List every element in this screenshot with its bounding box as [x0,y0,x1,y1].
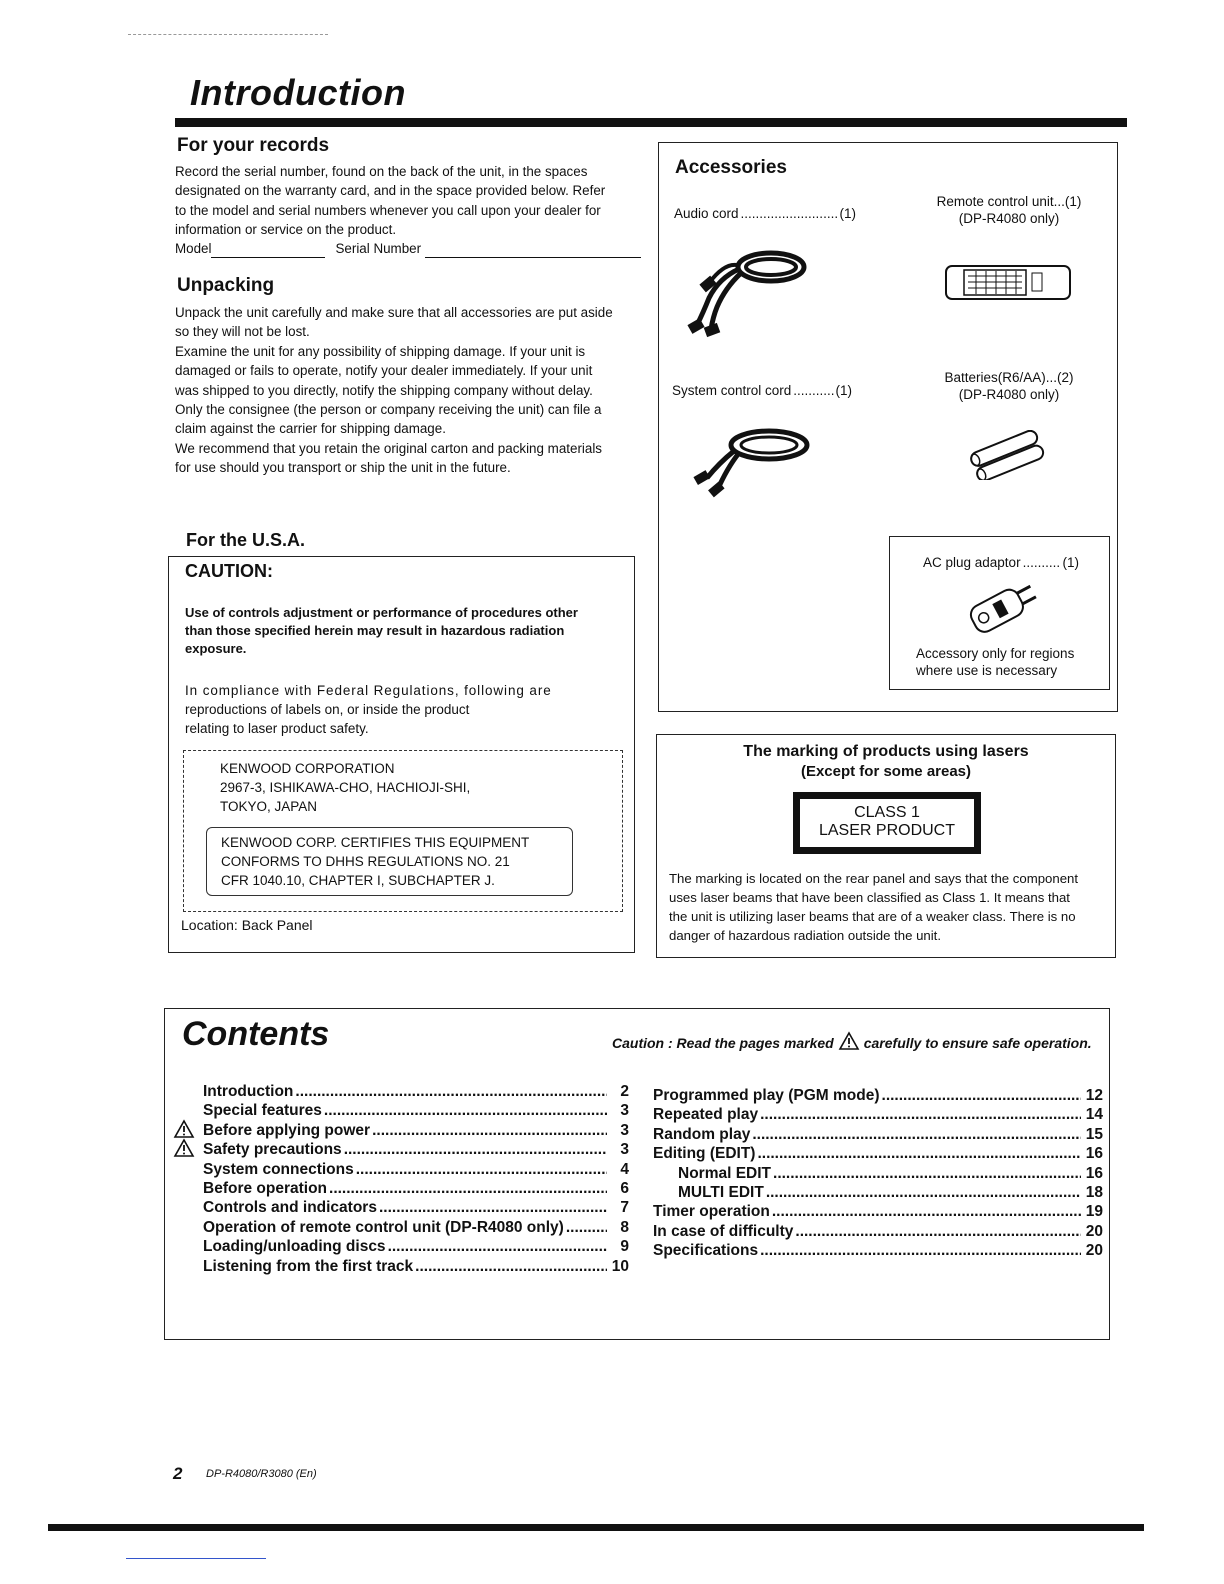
toc-item[interactable] [653,1184,1103,1203]
ac-adaptor-qty: (1) [1062,555,1079,570]
accessories-box [658,142,1118,712]
toc-page: 4 [620,1160,629,1178]
warning-line: exposure. [185,641,247,656]
warning-triangle-icon [173,1119,195,1139]
top-dashes [128,34,328,35]
class1-line: CLASS 1 [854,804,920,821]
toc-page: 16 [1085,1164,1103,1182]
toc-item[interactable] [203,1219,629,1238]
toc-page: 3 [620,1102,629,1120]
warning-line: Use of controls adjustment or performance of procedures other [185,605,578,620]
caution-warning [185,604,625,658]
class1-label-inner [800,799,974,847]
toc-page: 8 [620,1218,629,1236]
toc-label: Introduction [203,1083,294,1100]
toc-label: In case of difficulty [653,1222,794,1240]
laser-line: uses laser beams that have been classified as Class 1. It means that [669,890,1070,905]
usa-caution-box [168,556,635,953]
unpacking-line: claim against the carrier for shipping damage. [175,421,446,437]
compliance-line: reproductions of labels on, or inside the product [185,702,470,717]
remote-label: Remote control unit...(1) [936,194,1082,209]
toc-label: Specifications [653,1242,759,1260]
ac-adaptor-entry [923,555,1079,570]
toc-page: 15 [1085,1125,1103,1143]
label-company [220,759,470,816]
toc-item[interactable] [203,1180,629,1199]
toc-item[interactable] [653,1126,1103,1145]
serial-blank [425,257,641,258]
compliance-line: relating to laser product safety. [185,721,369,736]
toc-item[interactable] [203,1161,629,1180]
toc-right-column [653,1087,1103,1262]
toc-page: 3 [620,1121,629,1139]
title-rule [175,118,1127,127]
ac-note [916,645,1074,679]
system-cord-qty: (1) [835,383,852,398]
records-line: designated on the warranty card, and in the space provided below. Refer [175,183,606,199]
batteries-label: Batteries(R6/AA)...(2) [944,370,1074,385]
cert-line: CFR 1040.10, CHAPTER I, SUBCHAPTER J. [221,873,495,888]
footer-rule [48,1524,1144,1531]
class1-line: LASER PRODUCT [818,822,956,839]
cert-line: CONFORMS TO DHHS REGULATIONS NO. 21 [221,854,510,869]
unpacking-line: was shipped to you directly, notify the shipping company without delay. [175,382,593,398]
toc-page: 14 [1085,1106,1103,1124]
compliance-text [185,681,625,738]
toc-left-column [203,1083,629,1277]
toc-label: Random play [653,1125,751,1143]
caution-title: CAUTION: [185,561,273,581]
records-heading: For your records [177,135,330,156]
system-cord-label: System control cord [672,383,792,398]
laser-text [669,869,1109,945]
toc-page: 7 [620,1199,629,1217]
audio-cord-entry [674,206,856,221]
remote-note: (DP-R4080 only) [958,211,1060,226]
serial-label: Serial Number [335,241,422,256]
toc-page: 18 [1085,1183,1103,1201]
batteries-note: (DP-R4080 only) [958,387,1060,402]
audio-cord-qty: (1) [839,206,856,221]
records-text [175,162,645,240]
company-line: 2967-3, ISHIKAWA-CHO, HACHIOJI-SHI, [220,780,471,795]
toc-page: 2 [620,1083,629,1100]
ac-note-line: where use is necessary [916,663,1058,678]
toc-item[interactable] [653,1087,1103,1106]
toc-label: Safety precautions [203,1141,342,1159]
toc-label: Editing (EDIT) [653,1145,756,1163]
audio-cord-label: Audio cord [674,206,739,221]
ac-note-line: Accessory only for regions [916,646,1075,661]
toc-item[interactable] [653,1242,1103,1261]
toc-item[interactable] [653,1106,1103,1125]
toc-page: 9 [620,1238,629,1256]
toc-label: Timer operation [653,1203,770,1221]
warning-line: than those specified herein may result in hazardous radiation [185,623,565,638]
toc-item[interactable] [653,1203,1103,1222]
accessories-heading: Accessories [675,157,787,178]
toc-item[interactable] [653,1165,1103,1184]
audio-cord-illustration [679,243,814,343]
unpacking-line: for use should you transport or ship the unit in the future. [175,460,511,476]
certification-box [206,827,573,896]
toc-label: Programmed play (PGM mode) [653,1087,880,1104]
model-serial-row [175,239,641,258]
toc-page: 16 [1085,1145,1103,1163]
toc-label: Loading/unloading discs [203,1238,386,1256]
records-line: information or service on the product. [175,222,397,238]
toc-page: 20 [1085,1222,1103,1240]
label-location: Location: Back Panel [181,917,313,933]
remote-entry [919,193,1099,227]
unpacking-heading: Unpacking [177,275,275,296]
bottom-blue-line [126,1558,266,1559]
laser-subheading: (Except for some areas) [800,763,972,780]
toc-label: Before operation [203,1179,328,1197]
system-cord-illustration [689,423,819,498]
unpacking-line: We recommend that you retain the original carton and packing materials [175,440,602,456]
model-blank [211,257,325,258]
toc-label: Operation of remote control unit (DP-R4080 only) [203,1218,564,1236]
compliance-line: In compliance with Federal Regulations, following are [185,683,552,698]
toc-item[interactable] [203,1141,629,1160]
toc-page: 20 [1085,1242,1103,1260]
laser-line: the unit is utilizing laser beams that are of a weaker class. There is no [669,909,1076,924]
ac-adaptor-box [889,536,1110,690]
page-title: Introduction [190,72,406,113]
toc-page: 19 [1085,1203,1103,1221]
toc-label: System connections [203,1160,354,1178]
company-line: TOKYO, JAPAN [220,799,318,814]
contents-box [164,1008,1110,1340]
records-line: to the model and serial numbers whenever you call upon your dealer for [175,202,601,218]
contents-caution [612,1031,1092,1051]
caution-post: carefully to ensure safe operation. [863,1035,1092,1051]
toc-label: Controls and indicators [203,1199,377,1217]
laser-label-reproduction [183,750,623,912]
laser-line: The marking is located on the rear panel and says that the component [669,871,1079,886]
toc-label: MULTI EDIT [678,1183,764,1201]
toc-label: Normal EDIT [678,1164,772,1182]
toc-page: 12 [1085,1087,1103,1104]
batteries-illustration [964,430,1054,480]
warning-triangle-icon [173,1138,195,1158]
toc-item[interactable] [203,1083,629,1102]
unpacking-text [175,303,645,478]
toc-item[interactable] [203,1102,629,1121]
records-line: Record the serial number, found on the back of the unit, in the spaces [175,164,588,179]
toc-label: Before applying power [203,1121,371,1139]
unpacking-line: damaged or fails to operate, notify your dealer immediately. If your unit [175,363,593,379]
system-cord-entry [672,383,852,398]
caution-pre: Caution : Read the pages marked [612,1035,834,1051]
remote-control-illustration [944,263,1074,303]
warning-triangle-icon [838,1031,860,1051]
toc-label: Listening from the first track [203,1257,414,1275]
toc-item[interactable] [203,1199,629,1218]
toc-page: 6 [620,1179,629,1197]
footer-model: DP-R4080/R3080 (En) [206,1468,317,1480]
cert-line: KENWOOD CORP. CERTIFIES THIS EQUIPMENT [221,835,530,850]
toc-page: 3 [620,1141,629,1159]
page-number: 2 [173,1464,183,1483]
toc-item[interactable] [203,1258,629,1277]
class1-label [793,792,981,854]
laser-heading: The marking of products using lasers [743,743,1029,760]
toc-item[interactable] [653,1145,1103,1164]
unpacking-line: Examine the unit for any possibility of shipping damage. If your unit is [175,343,586,359]
batteries-entry [919,369,1099,403]
toc-label: Repeated play [653,1106,759,1124]
ac-plug-adaptor-illustration [955,577,1045,639]
laser-marking-box [656,734,1116,958]
toc-label: Special features [203,1102,322,1120]
toc-page: 10 [611,1257,629,1275]
ac-adaptor-label: AC plug adaptor [923,555,1021,570]
toc-item[interactable] [653,1223,1103,1242]
contents-heading: Contents [182,1015,330,1053]
unpacking-line: Only the consignee (the person or company receiving the unit) can file a [175,402,602,418]
toc-item[interactable] [203,1122,629,1141]
company-line: KENWOOD CORPORATION [220,761,395,776]
toc-item[interactable] [203,1238,629,1257]
unpacking-line: so they will not be lost. [175,324,310,340]
laser-line: danger of hazardous radiation outside the unit. [669,928,941,943]
model-label: Model [175,241,212,256]
unpacking-line: Unpack the unit carefully and make sure that all accessories are put aside [175,305,613,320]
usa-heading: For the U.S.A. [186,530,306,550]
